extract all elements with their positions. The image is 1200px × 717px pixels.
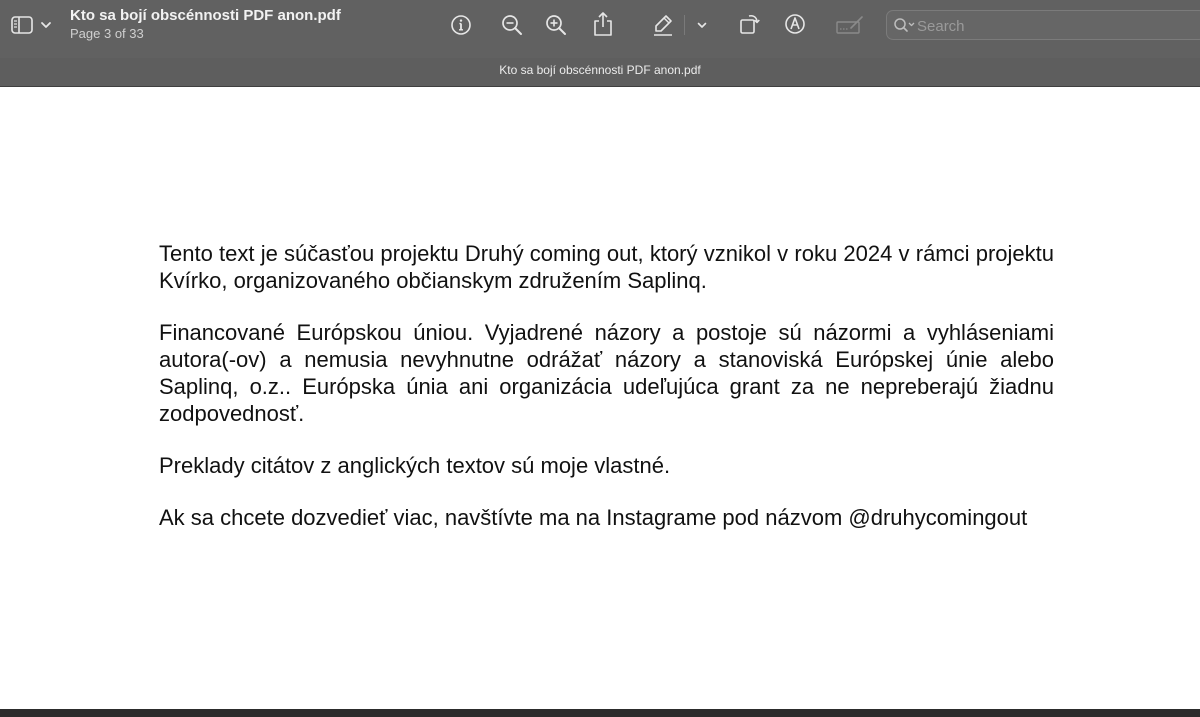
zoom-in-icon [545,14,567,36]
rotate-icon [737,12,761,36]
window-title: Kto sa bojí obscénnosti PDF anon.pdf [499,63,701,77]
page-indicator: Page 3 of 33 [70,26,144,41]
search-icon [893,17,917,35]
chevron-down-icon [40,21,52,29]
sidebar-options-button[interactable] [38,15,54,35]
window-bottom-edge [0,709,1200,717]
toolbar [0,0,1200,58]
highlighter-icon [651,13,675,37]
zoom-out-button[interactable] [499,12,525,38]
paragraph-project: Tento text je súčasťou projektu Druhý coming out, ktorý vznikol v roku 2024 v rámci projektu Kvírko, organizovaného občianskym združením Saplinq. [159,241,1054,293]
highlight-options-button[interactable] [694,15,710,35]
toolbar-separator [684,15,685,35]
paragraph-funding: Financované Európskou úniou. Vyjadrené názory a postoje sú názormi a vyhláseniami autora(-ov) a nemusia nevyhnutne odrážať názory a stanoviská Európskej únie alebo Saplinq, o.z.. Európska únia ani organizácia udeľujúca grant za ne nepreberajú žiadnu zodpovednosť. [159,320,1054,426]
window-title-bar [0,58,1200,87]
highlight-button[interactable] [649,11,677,39]
document-title: Kto sa bojí obscénnosti PDF anon.pdf [70,7,341,24]
markup-button[interactable] [782,11,808,37]
sidebar-toggle-button[interactable] [8,13,36,37]
sidebar-icon [10,15,34,35]
page-content [159,240,1054,556]
search-field[interactable] [886,10,1200,40]
paragraph-translations: Preklady citátov z anglických textov sú moje vlastné. [159,453,671,478]
zoom-in-button[interactable] [543,12,569,38]
share-button[interactable] [590,10,616,38]
search-input[interactable] [917,15,1187,37]
info-icon [450,14,472,36]
chevron-down-icon [697,22,707,29]
share-icon [592,11,614,37]
rotate-button[interactable] [735,10,763,38]
zoom-out-icon [501,14,523,36]
pdf-page [0,87,1200,709]
paragraph-instagram: Ak sa chcete dozvedieť viac, navštívte ma na Instagrame pod názvom @druhycomingout [159,505,1028,530]
form-fill-icon [835,14,865,36]
form-fill-button[interactable] [834,13,866,37]
info-button[interactable] [448,12,474,38]
markup-icon [784,13,806,35]
